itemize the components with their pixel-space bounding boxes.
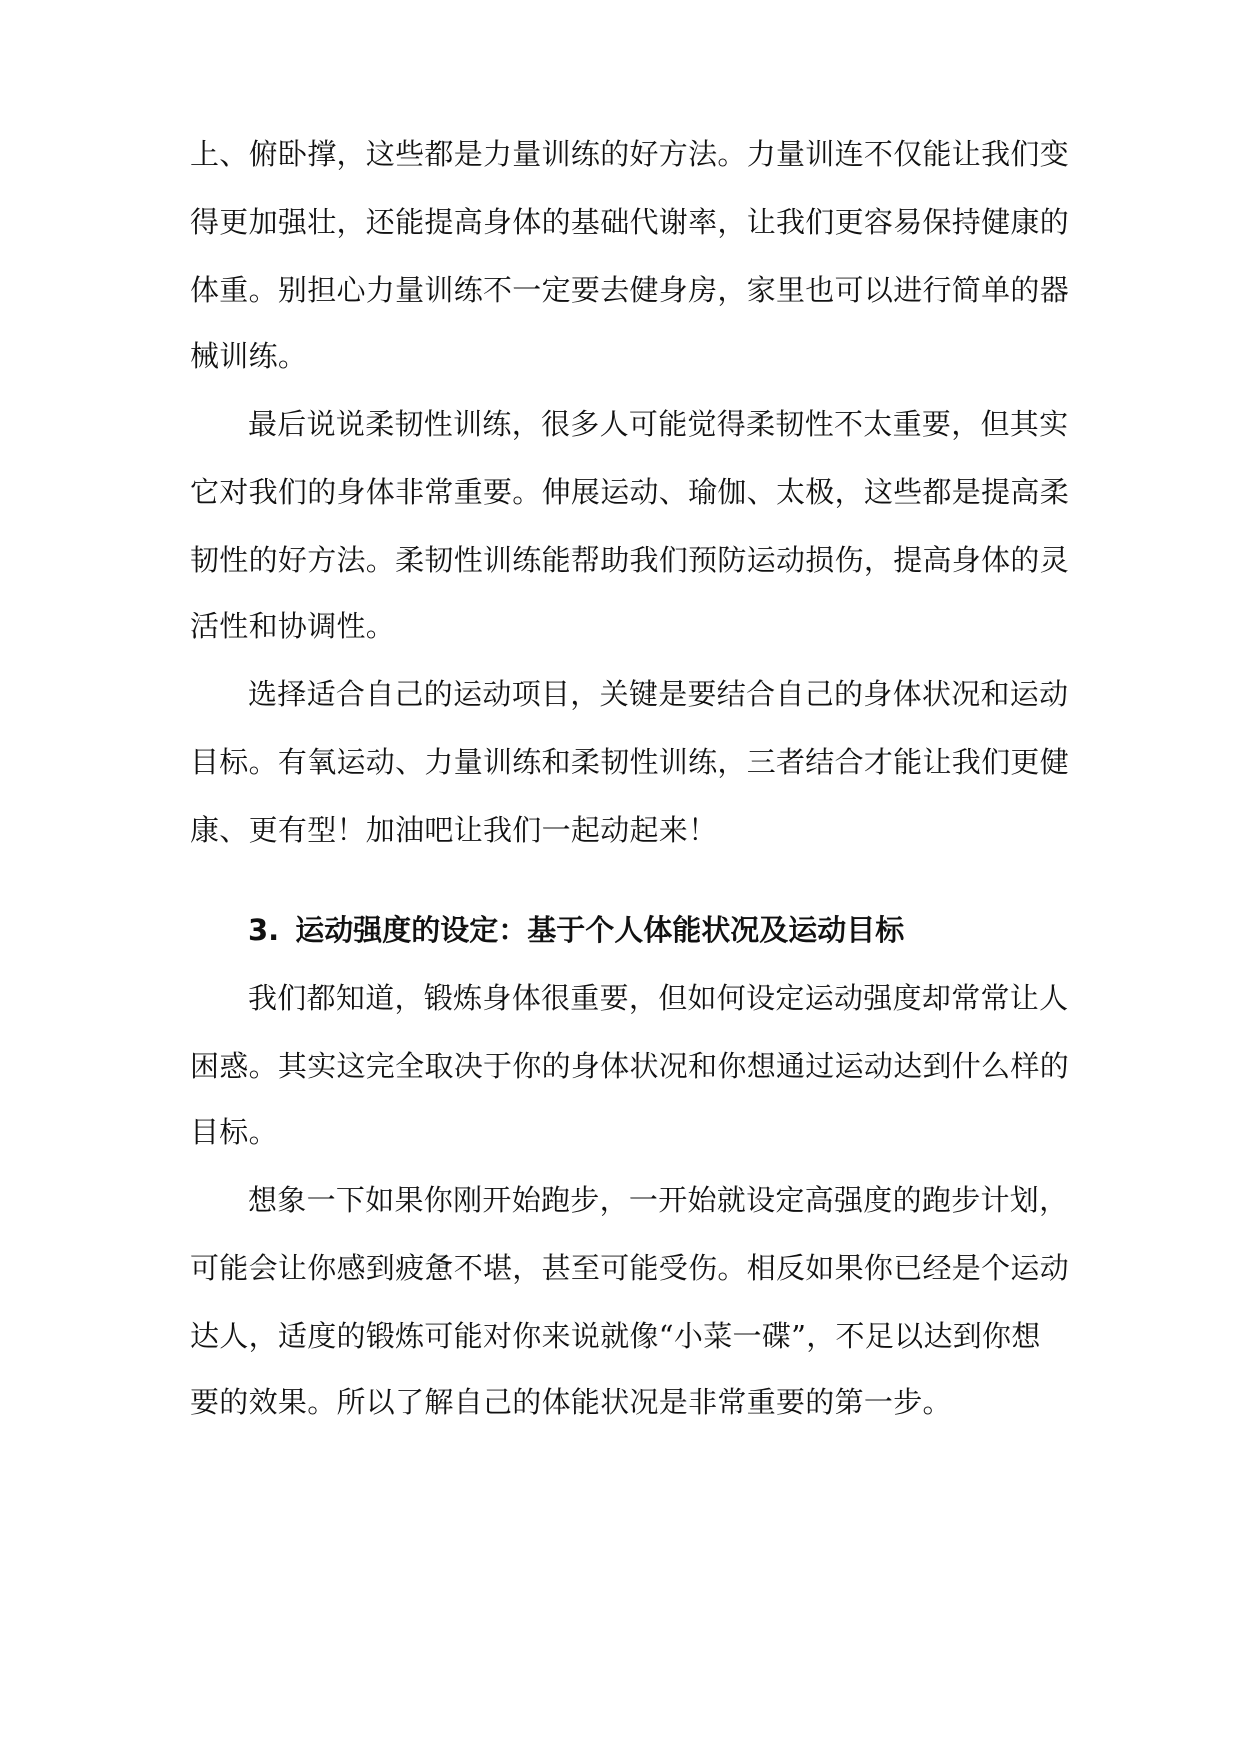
section-number: 3.	[248, 913, 280, 947]
body-text-line: 目标。	[190, 1115, 278, 1149]
body-text-line: 得更加强壮，还能提高身体的基础代谢率，让我们更容易保持健康的	[190, 205, 1070, 239]
body-text-line: 可能会让你感到疲惫不堪，甚至可能受伤。相反如果你已经是个运动	[190, 1251, 1070, 1285]
section-heading	[248, 910, 1060, 950]
body-text-line: 上、俯卧撑，这些都是力量训练的好方法。力量训连不仅能让我们变	[190, 137, 1070, 171]
body-text-line: 我们都知道，锻炼身体很重要，但如何设定运动强度却常常让人	[248, 981, 1069, 1015]
body-text-line: 最后说说柔韧性训练，很多人可能觉得柔韧性不太重要，但其实	[248, 407, 1069, 441]
body-text-line: 械训练。	[190, 339, 308, 373]
body-text-line: 康、更有型！加油吧让我们一起动起来！	[190, 813, 718, 847]
body-text-line: 选择适合自己的运动项目，关键是要结合自己的身体状况和运动	[248, 677, 1069, 711]
body-text-line: 活性和协调性。	[190, 609, 396, 643]
body-text-line: 想象一下如果你刚开始跑步，一开始就设定高强度的跑步计划，	[248, 1183, 1069, 1217]
section-title: 运动强度的设定：基于个人体能状况及运动目标	[295, 913, 905, 947]
body-text-line: 它对我们的身体非常重要。伸展运动、瑜伽、太极，这些都是提高柔	[190, 475, 1070, 509]
body-text-line: 要的效果。所以了解自己的体能状况是非常重要的第一步。	[190, 1385, 952, 1419]
body-text-line: 目标。有氧运动、力量训练和柔韧性训练，三者结合才能让我们更健	[190, 745, 1070, 779]
body-text-line: 达人，适度的锻炼可能对你来说就像“小菜一碟”，不足以达到你想	[190, 1319, 1041, 1353]
body-text-line: 韧性的好方法。柔韧性训练能帮助我们预防运动损伤，提高身体的灵	[190, 543, 1070, 577]
body-text-line: 体重。别担心力量训练不一定要去健身房，家里也可以进行简单的器	[190, 273, 1070, 307]
body-text-line: 困惑。其实这完全取决于你的身体状况和你想通过运动达到什么样的	[190, 1049, 1070, 1083]
